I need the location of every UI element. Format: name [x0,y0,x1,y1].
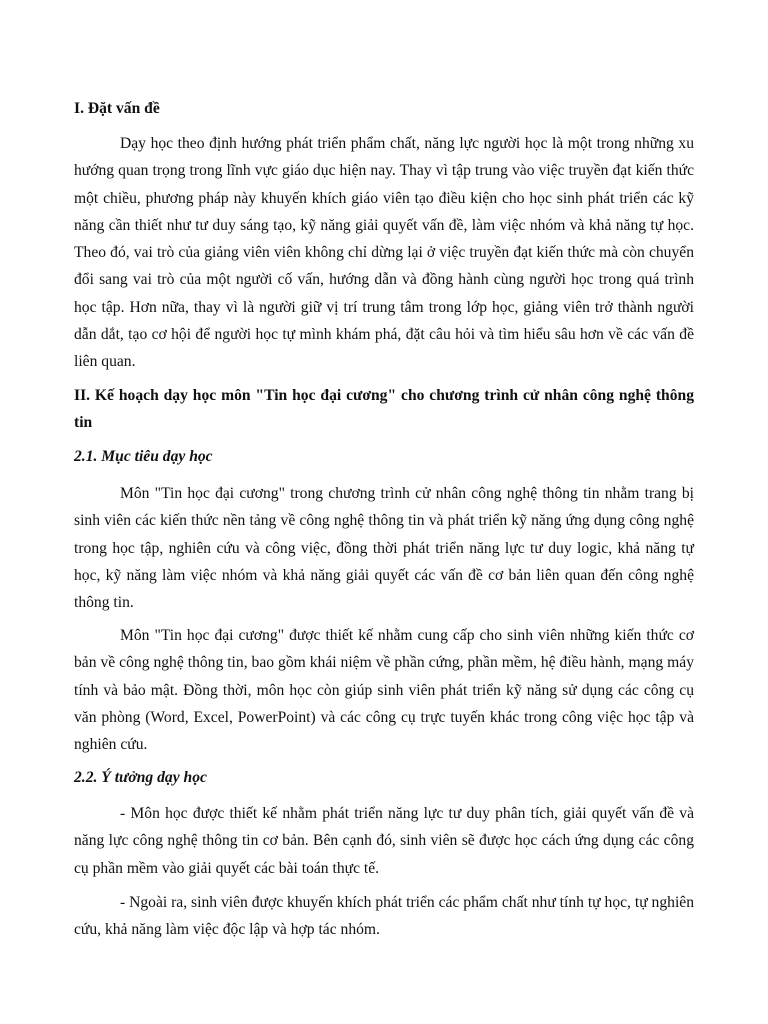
subsection-2-1-paragraph-1: Môn "Tin học đại cương" trong chương trình cử nhân công nghệ thông tin nhằm trang bị sinh viên các kiến thức nền tảng về công nghệ thông tin và phát triển kỹ năng ứng dụng công nghệ trong học tập, nghiên cứu và công việc, đồng thời phát triển năng lực tư duy logic, khả năng tự học, kỹ năng làm việc nhóm và khả năng giải quyết các vấn đề cơ bản liên quan đến công nghệ thông tin. [74,485,694,612]
section-1-heading: I. Đặt vấn đề [74,100,160,117]
section-1-paragraph: Dạy học theo định hướng phát triển phẩm chất, năng lực người học là một trong những xu hướng quan trọng trong lĩnh vực giáo dục hiện nay. Thay vì tập trung vào việc truyền đạt kiến thức một chiều, phương pháp này khuyến khích giáo viên tạo điều kiện cho học sinh phát triển các kỹ năng cần thiết như tư duy sáng tạo, kỹ năng giải quyết vấn đề, làm việc nhóm và khả năng tự học. Theo đó, vai trò của giảng viên viên không chỉ dừng lại ở việc truyền đạt kiến thức mà còn chuyển đổi sang vai trò của một người cố vấn, hướng dẫn và đồng hành cùng người học trong quá trình học tập. Hơn nữa, thay vì là người giữ vị trí trung tâm trong lớp học, giảng viên trở thành người dẫn dắt, tạo cơ hội để người học tự mình khám phá, đặt câu hỏi và tìm hiểu sâu hơn về các vấn đề liên quan. [74,135,694,371]
subsection-2-1-heading: 2.1. Mục tiêu dạy học [74,448,213,465]
subsection-2-1-paragraph-2: Môn "Tin học đại cương" được thiết kế nhằm cung cấp cho sinh viên những kiến thức cơ bản về công nghệ thông tin, bao gồm khái niệm về phần cứng, phần mềm, hệ điều hành, mạng máy tính và bảo mật. Đồng thời, môn học còn giúp sinh viên phát triển kỹ năng sử dụng các công cụ văn phòng (Word, Excel, PowerPoint) và các công cụ trực tuyến khác trong công việc học tập và nghiên cứu. [74,627,694,754]
subsection-2-2-paragraph-1: - Môn học được thiết kế nhằm phát triển năng lực tư duy phân tích, giải quyết vấn đề và năng lực công nghệ thông tin cơ bản. Bên cạnh đó, sinh viên sẽ được học cách ứng dụng các công cụ phần mềm vào giải quyết các bài toán thực tế. [74,805,694,877]
subsection-2-2-heading: 2.2. Ý tưởng dạy học [74,769,207,786]
section-2-heading: II. Kế hoạch dạy học môn "Tin học đại cương" cho chương trình cử nhân công nghệ thông tin [74,387,694,431]
subsection-2-2-paragraph-2: - Ngoài ra, sinh viên được khuyến khích phát triển các phẩm chất như tính tự học, tự nghiên cứu, khả năng làm việc độc lập và hợp tác nhóm. [74,894,694,939]
